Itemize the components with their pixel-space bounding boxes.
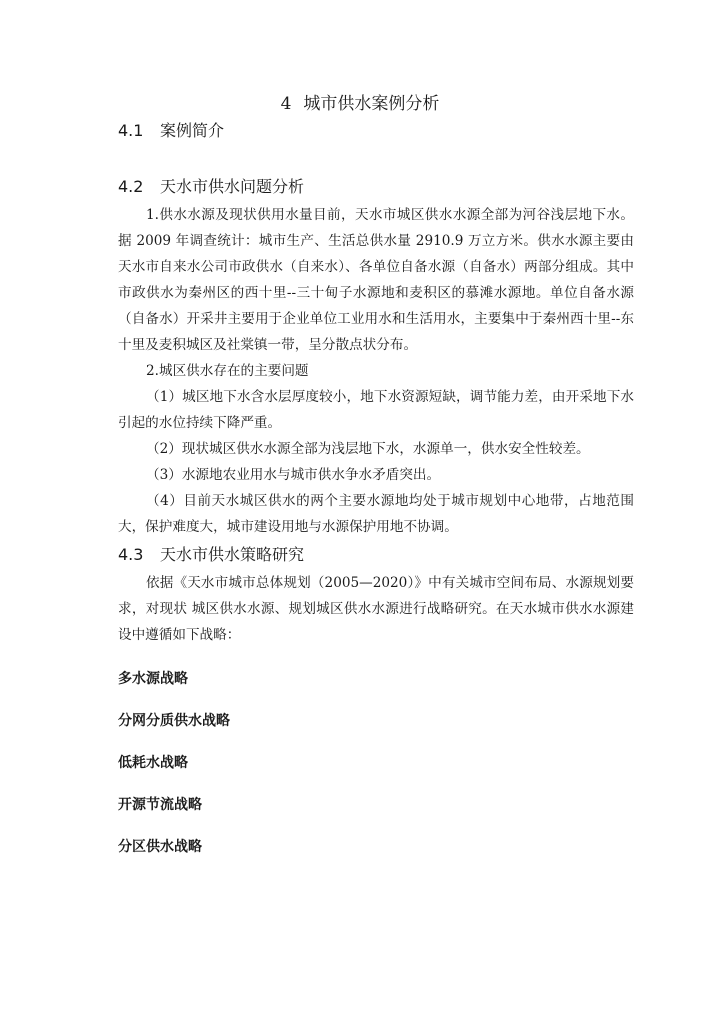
strategy-item: 低耗水战略	[118, 755, 188, 771]
section-heading-4-3	[118, 544, 304, 566]
section-heading-4-1	[118, 120, 224, 142]
chapter-heading	[0, 93, 720, 115]
problem-item-2: （2）现状城区供水水源全部为浅层地下水，水源单一，供水安全性较差。	[146, 441, 590, 457]
section-number: 4.3	[118, 545, 144, 564]
paragraph-problems-heading: 2.城区供水存在的主要问题	[146, 363, 309, 379]
section-number: 4.2	[118, 177, 144, 196]
strategy-item: 多水源战略	[118, 671, 188, 687]
strategy-item: 分区供水战略	[118, 839, 202, 855]
paragraph-water-source: 1.供水水源及现状供用水量目前，天水市城区供水水源全部为河谷浅层地下水。据 2009 年调查统计：城市生产、生活总供水量 2910.9 万立方米。供水水源主要由天水市自来水公司市政供水（自来水）、各单位自备水源（自备水）两部分组成。其中市政供水为秦州区的西十里--三十甸子水源地和麦积区的慕滩水源地。单位自备水源（自备水）开采井主要用于企业单位工业用水和生活用水，主要集中于秦州西十里--东十里及麦积城区及社棠镇一带，呈分散点状分布。	[118, 207, 634, 353]
problem-item-4: （4）目前天水城区供水的两个主要水源地均处于城市规划中心地带，占地范围大，保护难度大，城市建设用地与水源保护用地不协调。	[118, 493, 634, 535]
strategy-item: 分网分质供水战略	[118, 713, 230, 729]
section-number: 4.1	[118, 121, 144, 140]
chapter-title: 城市供水案例分析	[303, 94, 440, 114]
section-title: 天水市供水问题分析	[160, 177, 305, 196]
problem-item-1: （1）城区地下水含水层厚度较小，地下水资源短缺，调节能力差，由开采地下水引起的水位持续下降严重。	[118, 389, 634, 431]
chapter-number: 4	[280, 94, 292, 114]
problem-item-3: （3）水源地农业用水与城市供水争水矛盾突出。	[146, 467, 441, 483]
paragraph-strategy-intro: 依据《天水市城市总体规划（2005—2020）》中有关城市空间布局、水源规划要求，对现状 城区供水水源、规划城区供水水源进行战略研究。在天水城市供水水源建设中遵循如下战略：	[118, 575, 634, 643]
section-title: 案例简介	[160, 121, 225, 140]
section-title: 天水市供水策略研究	[160, 545, 305, 564]
strategy-item: 开源节流战略	[118, 797, 202, 813]
section-heading-4-2	[118, 176, 304, 198]
